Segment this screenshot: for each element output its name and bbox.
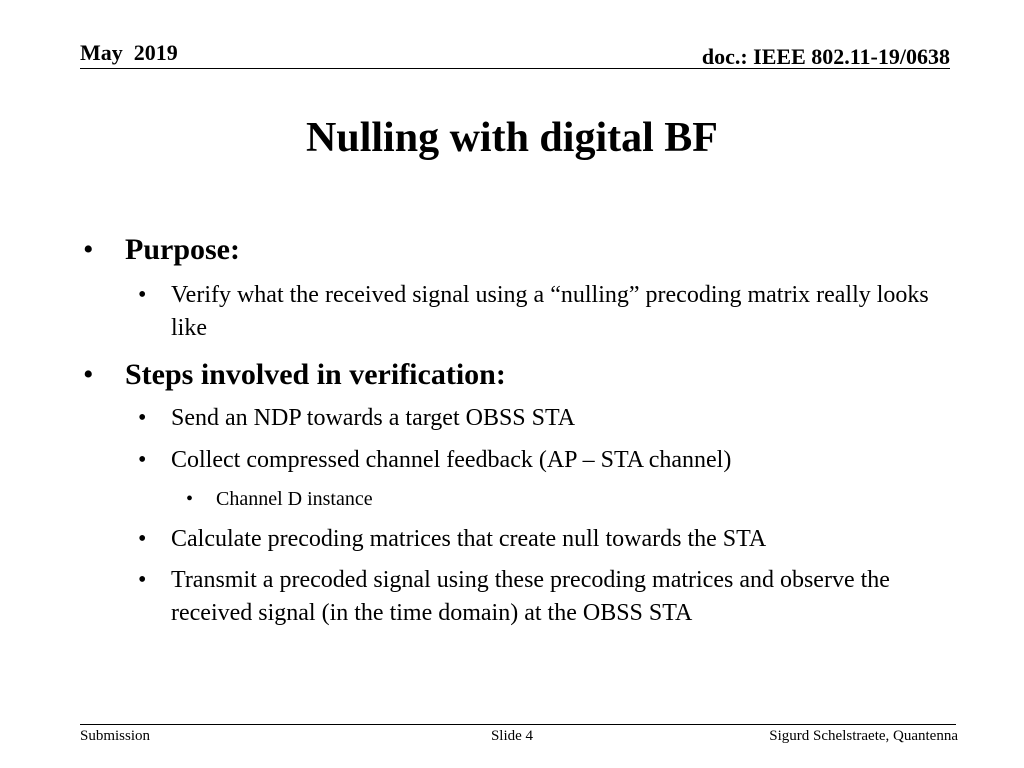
footer-slide-number: Slide 4: [490, 728, 534, 744]
sub-bullet-verify: [138, 279, 938, 345]
sub-bullet-send-ndp-text: Send an NDP towards a target OBSS STA: [171, 405, 576, 431]
bullet-steps-text: Steps involved in verification:: [125, 358, 506, 391]
bullet-marker: •: [138, 567, 147, 593]
bullet-purpose-text: Purpose:: [125, 233, 240, 266]
footer-author: Sigurd Schelstraete, Quantenna: [769, 728, 958, 744]
sub-sub-bullet-channel-d-text: Channel D instance: [216, 488, 373, 510]
bullet-marker: •: [138, 282, 147, 308]
sub-bullet-send-ndp: [138, 402, 938, 435]
bullet-marker: •: [138, 447, 147, 473]
sub-bullet-collect-feedback-text: Collect compressed channel feedback (AP – STA channel): [171, 447, 732, 473]
header-date: May 2019: [80, 40, 178, 65]
bullet-marker: •: [138, 526, 147, 552]
bullet-marker: •: [186, 488, 194, 510]
bullet-marker: •: [83, 233, 94, 266]
sub-bullet-transmit: [138, 564, 938, 630]
sub-sub-bullet-channel-d: [186, 486, 886, 512]
bullet-marker: •: [83, 358, 94, 391]
sub-bullet-collect-feedback: [138, 444, 938, 477]
slide-title: Nulling with digital BF: [306, 115, 718, 161]
bullet-marker: •: [138, 405, 147, 431]
footer-submission: Submission: [80, 728, 151, 744]
sub-bullet-transmit-text: Transmit a precoded signal using these precoding matrices and observe the received signal (in the time domain) at the OBSS STA: [171, 567, 890, 626]
footer-divider: [80, 724, 956, 725]
sub-bullet-calculate-text: Calculate precoding matrices that create null towards the STA: [171, 526, 767, 552]
sub-bullet-verify-text: Verify what the received signal using a “nulling” precoding matrix really looks like: [171, 282, 929, 341]
header-divider: [80, 68, 950, 69]
sub-bullet-calculate: [138, 523, 938, 556]
header-doc-id: doc.: IEEE 802.11-19/0638: [701, 44, 950, 69]
